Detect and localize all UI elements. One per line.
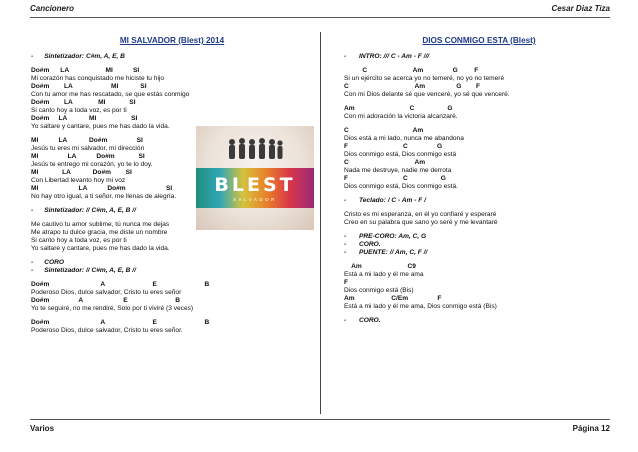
lyric-line: Poderoso Dios, dulce salvador, Cristo tu eres señor	[31, 289, 182, 296]
chord-line: F C G	[344, 175, 446, 182]
lyric-line: Mi corazón has conquistado me hiciste tu hijo	[31, 75, 165, 82]
lyric-line: Con Libertad levanto hoy mi voz	[31, 177, 126, 184]
chord-line: C Am	[344, 127, 424, 134]
chord-line: MI LA Do#m SI	[31, 185, 173, 192]
page-footer	[30, 424, 610, 436]
band-photo-icon	[224, 136, 286, 164]
chord-line: C Am G F	[344, 83, 481, 90]
chord-line: Do#m A E B	[31, 297, 180, 304]
lyric-line: Si canto hoy a toda voz, es por ti	[31, 107, 127, 114]
album-logo: BLEST	[214, 174, 296, 196]
lyric-line: Yo saltare y cantare, pues me has dado la vida.	[31, 245, 170, 252]
chord-line: Do#m A E B	[31, 319, 210, 326]
chord-line: Do#m LA MI SI	[31, 99, 136, 106]
section-label: - PRE-CORO: Am, C, G	[344, 233, 427, 240]
lyric-line: Con mi adoración la victoria alcanzaré.	[344, 113, 458, 120]
section-label: - CORO	[31, 259, 64, 266]
lyric-line: Creo en su palabra que sano yo seré y me levantaré	[344, 219, 498, 226]
header-author: Cesar Diaz Tiza	[551, 4, 610, 13]
lyric-line: Está a mi lado y él me ama	[344, 271, 424, 278]
lyric-line: Cristo es mi esperanza, en él yo confiaré y esperaré	[344, 211, 497, 218]
lyric-line: Yo saltare y cantare, pues me has dado la vida.	[31, 123, 170, 130]
chord-line: Am C G	[344, 105, 453, 112]
lyric-line: Poderoso Dios, dulce salvador, Cristo tu eres señor.	[31, 327, 183, 334]
section-label: - Sintetizador: // C#m, A, E, B //	[31, 207, 136, 214]
lyric-line: Con tu amor me has rescatado, se que estás conmigo	[31, 91, 190, 98]
lyric-line: Me atrapo tu dulce gracia, me diste un nombre	[31, 229, 168, 236]
lyric-line: Dios conmigo está (Bis)	[344, 287, 414, 294]
lyric-line: Si un ejército se acerca yo no temeré, no yo no temeré	[344, 75, 505, 82]
lyric-line: Nada me destruye, nadie me derrota	[344, 167, 452, 174]
chord-line: F	[344, 279, 349, 286]
chord-line: C Am G F	[344, 67, 479, 74]
chord-line: Do#m A E B	[31, 281, 210, 288]
lyric-line: No hay otro igual, a ti señor, me llenas de alegría.	[31, 193, 177, 200]
section-label: - CORO.	[344, 317, 381, 324]
chord-line: Am C/Em F	[344, 295, 442, 302]
song-title: DIOS CONMIGO ESTA (Blest)	[422, 36, 536, 45]
lyric-line: Si canto hoy a toda voz, es por ti	[31, 237, 127, 244]
chord-line: Do#m LA MI SI	[31, 115, 138, 122]
chord-line: MI LA Do#m SI	[31, 137, 143, 144]
footer-section: Varios	[30, 424, 55, 433]
header-title: Cancionero	[30, 4, 75, 13]
song-title: MI SALVADOR (Blest) 2014	[119, 36, 225, 45]
chord-line: F C G	[344, 143, 443, 150]
footer-rule	[30, 419, 610, 420]
song-lyrics	[344, 53, 614, 325]
section-label: - Teclado: / C - Am - F /	[344, 197, 426, 204]
lyric-line: Dios conmigo está, Dios conmigo está	[344, 151, 457, 158]
lyric-line: Dios conmigo está, Dios conmigo está.	[344, 183, 458, 190]
album-subtitle: SALVADOR	[233, 197, 277, 202]
lyric-line: Jesús tu eres mi salvador, mi dirección	[31, 145, 145, 152]
lyric-line: Yo te seguiré, no me rendiré, Solo por ti viviré (3 veces)	[31, 305, 194, 312]
lyric-line: Con mi Dios delante sé que venceré, yo sé que venceré.	[344, 91, 510, 98]
chord-line: Am C9	[344, 263, 416, 270]
chord-line: Do#m LA MI SI	[31, 83, 147, 90]
page-header	[30, 4, 610, 16]
album-cover-image	[196, 126, 314, 230]
section-label: - CORO.	[344, 241, 381, 248]
section-label: - Sintetizador: C#m, A, E, B	[31, 53, 125, 60]
chord-line: C Am	[344, 159, 426, 166]
lyric-line: Me cautivo tu amor sublime, tú nunca me dejas	[31, 221, 170, 228]
chord-line: MI LA Do#m SI	[31, 153, 145, 160]
chord-line: MI LA Do#m SI	[31, 169, 132, 176]
chord-line: Do#m LA MI SI	[31, 67, 140, 74]
column-divider	[320, 32, 321, 414]
lyric-line: Jesús te entrego mi corazón, yo te lo doy.	[31, 161, 153, 168]
right-song	[344, 34, 614, 325]
page-number: Página 12	[572, 424, 610, 433]
header-rule	[30, 17, 610, 18]
lyric-line: Está a mi lado y él me ama, Dios conmigo está (Bis)	[344, 303, 497, 310]
section-label: - INTRO: /// C - Am - F ///	[344, 53, 430, 60]
section-label: - PUENTE: // Am, C, F //	[344, 249, 428, 256]
section-label: - Sintetizador: // C#m, A, E, B //	[31, 267, 136, 274]
lyric-line: Dios está a mi lado, nunca me abandona	[344, 135, 464, 142]
